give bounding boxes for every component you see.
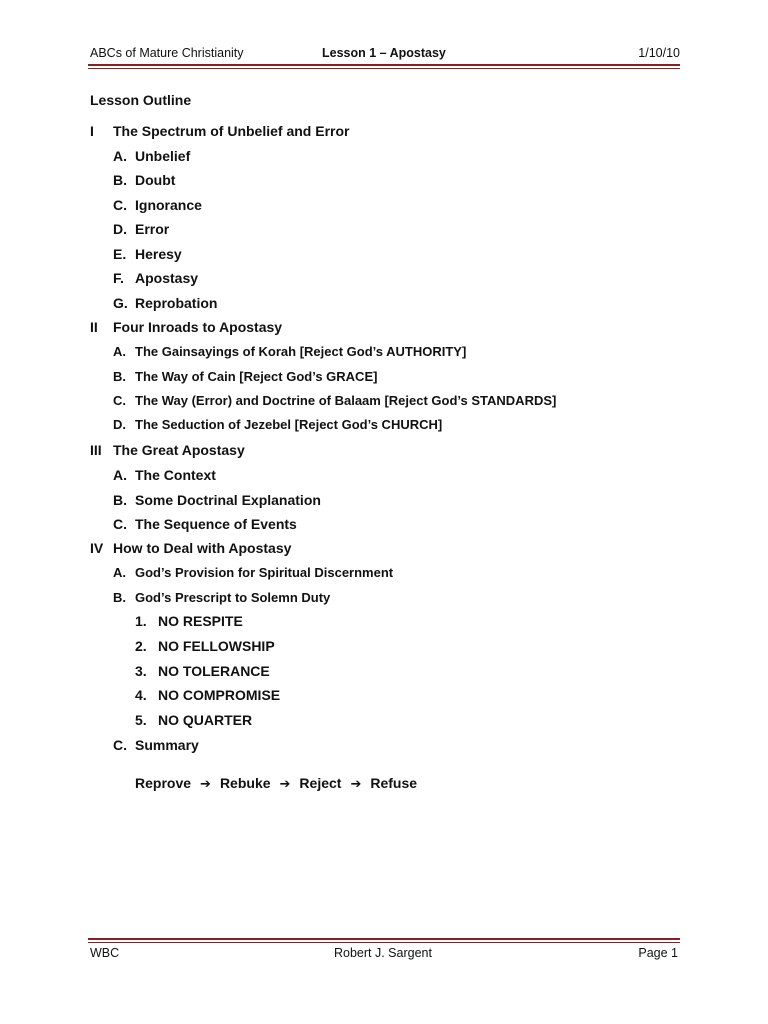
outline-item-number: D. <box>113 417 126 432</box>
outline-item-text: The Spectrum of Unbelief and Error <box>113 123 350 139</box>
outline-item-number: A. <box>113 148 127 164</box>
outline-item-number: B. <box>113 492 127 508</box>
outline-title: Lesson Outline <box>90 92 192 108</box>
outline-item-number: B. <box>113 172 127 188</box>
header-lesson-title: Lesson 1 – Apostasy <box>322 46 446 60</box>
outline-item-number: A. <box>113 565 126 580</box>
right-arrow-icon: ➔ <box>279 776 291 791</box>
outline-item-number: F. <box>113 270 124 286</box>
outline-item-text: The Sequence of Events <box>135 516 297 532</box>
outline-item-text: God’s Prescript to Solemn Duty <box>135 590 331 605</box>
page-header <box>90 46 680 62</box>
outline-item-text: Apostasy <box>135 270 199 286</box>
outline-item-text: NO QUARTER <box>158 712 253 728</box>
footer-rule <box>88 938 680 940</box>
outline-item-number: C. <box>113 393 126 408</box>
outline-item-number: IV <box>90 540 104 556</box>
outline-item-text: Some Doctrinal Explanation <box>135 492 321 508</box>
outline-item-text: Four Inroads to Apostasy <box>113 319 283 335</box>
outline-item-text: The Way (Error) and Doctrine of Balaam [Reject God’s STANDARDS] <box>135 393 557 408</box>
header-date: 1/10/10 <box>638 46 680 60</box>
header-rule <box>88 64 680 66</box>
outline-item-number: C. <box>113 197 127 213</box>
outline-item-number: G. <box>113 295 128 311</box>
outline-item-number: A. <box>113 344 126 359</box>
summary-step: Refuse <box>370 775 418 791</box>
outline-item-text: Summary <box>135 737 199 753</box>
outline-item-text: The Context <box>135 467 216 483</box>
outline-item-number: C. <box>113 737 127 753</box>
outline-item-number: III <box>90 442 102 458</box>
footer-rule-thin <box>88 942 680 943</box>
outline-item-number: I <box>90 123 94 139</box>
outline-item-text: Reprobation <box>135 295 218 311</box>
outline-item-text: NO TOLERANCE <box>158 663 270 679</box>
summary-step: Rebuke <box>219 775 271 791</box>
outline-item-number: 1. <box>135 613 147 629</box>
outline-item-number: C. <box>113 516 127 532</box>
footer-page-number: Page 1 <box>638 946 678 960</box>
outline-item-text: The Gainsayings of Korah [Reject God’s AUTHORITY] <box>135 344 467 359</box>
outline-item-text: The Great Apostasy <box>113 442 245 458</box>
outline-item-text: The Way of Cain [Reject God’s GRACE] <box>135 369 378 384</box>
outline-item-number: 3. <box>135 663 147 679</box>
outline-item-number: B. <box>113 590 126 605</box>
outline-item-number: D. <box>113 221 127 237</box>
outline-item-text: The Seduction of Jezebel [Reject God’s CHURCH] <box>135 417 443 432</box>
page-footer <box>90 946 678 962</box>
header-course-title: ABCs of Mature Christianity <box>90 46 244 60</box>
outline-item-number: II <box>90 319 98 335</box>
outline-item-text: Unbelief <box>135 148 191 164</box>
outline-item-text: NO RESPITE <box>158 613 243 629</box>
outline-item-text: How to Deal with Apostasy <box>113 540 292 556</box>
outline-item-text: NO COMPROMISE <box>158 687 281 703</box>
outline-item-text: God’s Provision for Spiritual Discernment <box>135 565 394 580</box>
outline-item-number: E. <box>113 246 127 262</box>
outline-item-text: Heresy <box>135 246 182 262</box>
header-rule-thin <box>88 68 680 69</box>
outline-item-number: A. <box>113 467 127 483</box>
summary-chain <box>135 775 417 793</box>
outline-item-number: 4. <box>135 687 147 703</box>
outline-item-number: 5. <box>135 712 147 728</box>
footer-org: WBC <box>90 946 120 960</box>
outline-item-number: B. <box>113 369 126 384</box>
outline-item-text: Ignorance <box>135 197 202 213</box>
right-arrow-icon: ➔ <box>350 776 362 791</box>
summary-step: Reject <box>299 775 342 791</box>
outline-item-number: 2. <box>135 638 147 654</box>
right-arrow-icon: ➔ <box>200 776 211 791</box>
outline-item-text: NO FELLOWSHIP <box>158 638 275 654</box>
footer-author: Robert J. Sargent <box>334 946 432 960</box>
outline-item-text: Error <box>135 221 170 237</box>
summary-step: Reprove <box>135 775 192 791</box>
outline-item-text: Doubt <box>135 172 176 188</box>
